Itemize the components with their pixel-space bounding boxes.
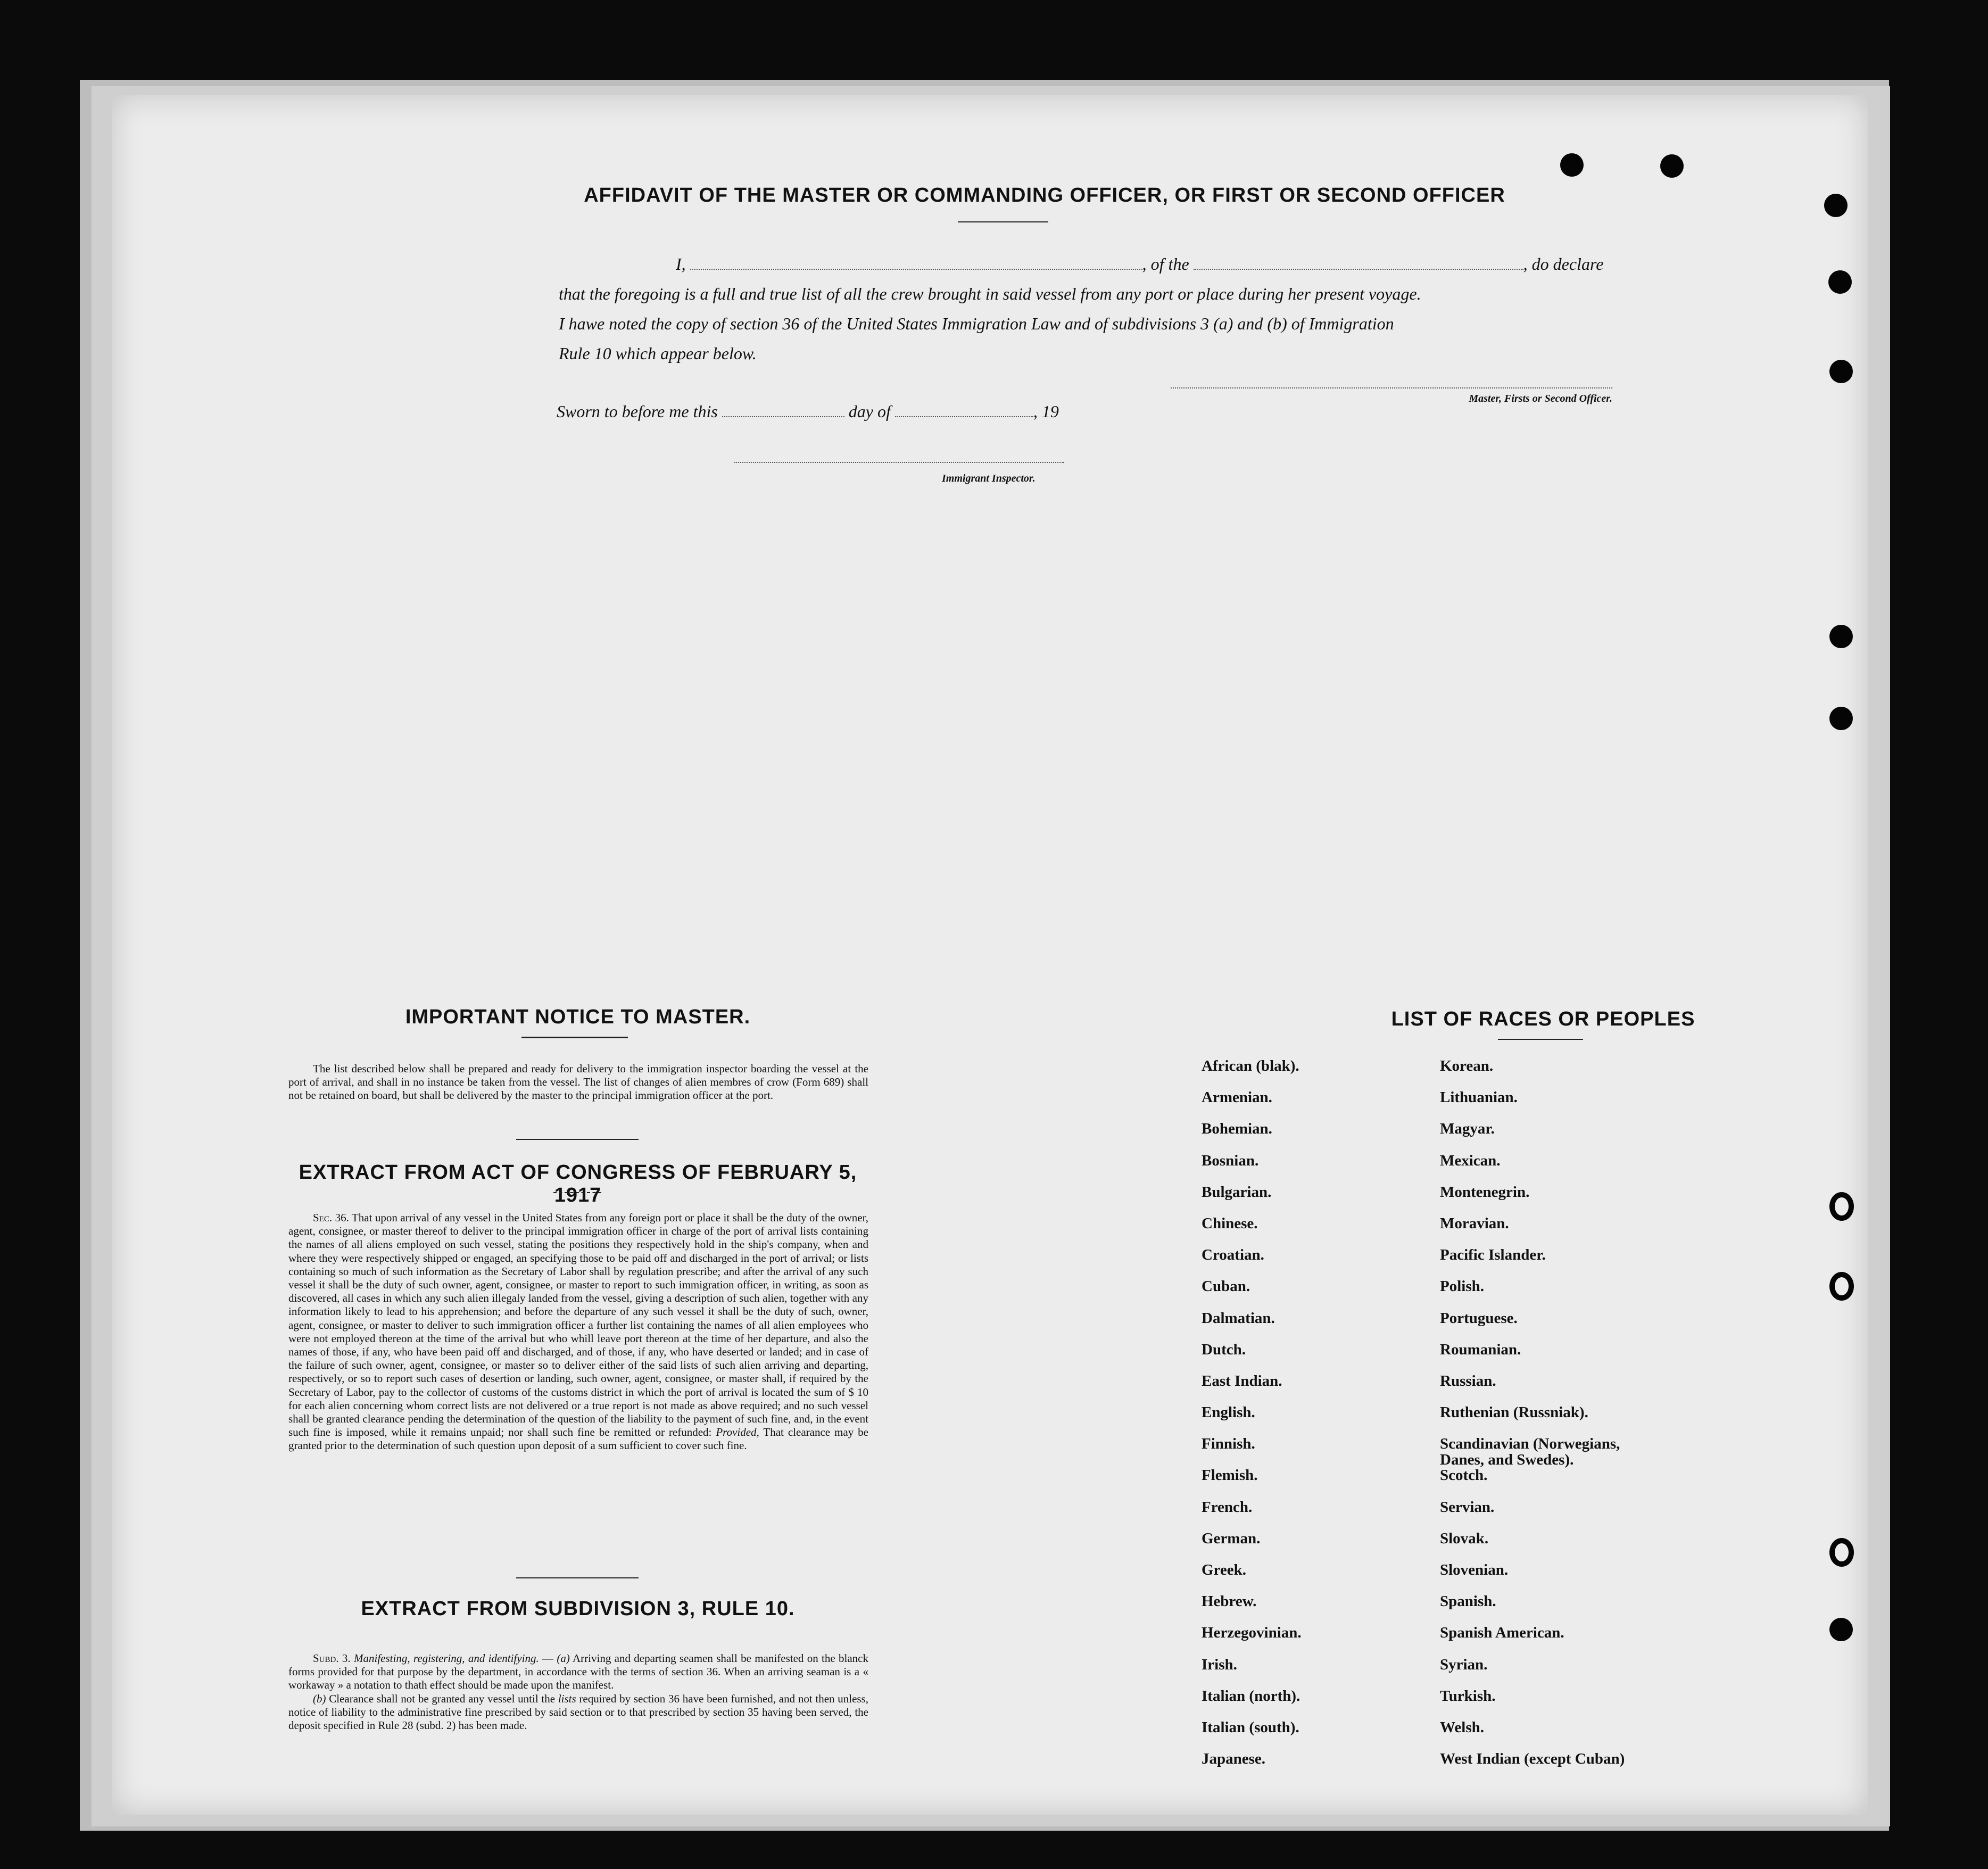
races-right-column [1440,1058,1770,1782]
affidavit-body [559,249,1618,368]
race-item: Scandinavian (Norwegians, Danes, and Swedes). [1440,1435,1620,1469]
rule-b-body-2: required by section 36 have been furnished, and not then unless, notice of liability to the administrative fine prescribed by said section or to that prescribed by section 35 having been served, the deposit specified in Rule 28 (subd. 2) has been made. [288,1692,869,1732]
rule-b-label: (b) [313,1692,326,1705]
act-body-end: That clearance may be granted prior to the determination of such question upon deposit of a sum sufficient to cover such fine. [288,1426,868,1452]
sworn-month-blank [895,416,1033,417]
race-item: Korean. [1440,1057,1494,1074]
affidavit-line-2: that the foregoing is a full and true list of all the crew brought in said vessel from any port or place during her present voyage. [559,284,1421,303]
notice-title: IMPORTANT NOTICE TO MASTER. [405,1006,751,1028]
race-item: Herzegovinian. [1202,1624,1302,1642]
race-item: Croatian. [1202,1246,1264,1264]
race-item: Scotch. [1440,1467,1488,1484]
vessel-blank [1194,269,1523,270]
race-item: Finnish. [1202,1435,1255,1453]
act-provided: Provided, [716,1426,759,1439]
race-item: German. [1202,1529,1261,1547]
rule-title: EXTRACT FROM SUBDIVISION 3, RULE 10. [361,1598,795,1620]
inspector-signature-line [734,462,1064,463]
race-item: Bosnian. [1202,1152,1259,1169]
race-item: Welsh. [1440,1718,1484,1736]
rule-b-body-1: Clearance shall not be granted any vessel until the [329,1692,556,1705]
inspector-label: Immigrant Inspector. [942,473,1036,484]
binder-hole [1660,154,1684,178]
document-page [112,95,1868,1815]
master-signature-line [1171,387,1612,388]
race-item: Bulgarian. [1202,1183,1272,1201]
rule-b-lists: lists [558,1692,576,1705]
race-item: Mexican. [1440,1152,1501,1169]
race-item: Japanese. [1202,1750,1266,1768]
binder-hole [1829,625,1853,648]
sworn-year: , 19 [1033,402,1059,421]
rule-text [288,1652,868,1732]
race-item: Syrian. [1440,1656,1488,1673]
rule-paragraph-a: Subd. 3. Manifesting, registering, and identifying. — (a) Arriving and departing seamen shall be manifested on the blanck forms provided for that purpose by the department, in accordance with the terms of section 36. When an arriving seaman is a « workaway » a notation to thath effect should be made upon the manifest. [288,1652,869,1692]
affidavit-of-the: , of the [1142,254,1189,274]
race-item: Russian. [1440,1372,1496,1390]
title-rule [958,221,1048,222]
race-item: Irish. [1202,1656,1237,1673]
affidavit-line-4: Rule 10 which appear below. [559,344,757,363]
races-right-list [1440,1058,1770,1782]
race-item: Dutch. [1202,1341,1246,1358]
affidavit-line-3: I hawe noted the copy of section 36 of the United States Immigration Law and of subdivisions 3 (a) and (b) of Immigration [559,314,1394,333]
act-body: That upon arrival of any vessel in the United States from any foreign port or place it shall be the duty of the owner, agent, consignee, or master thereof to deliver to the principal immigration officer in charge of the port of arrival lists containing the names of all aliens employed on such vessel, stating the positions they respectively hold in the ship's company, when and where they were respectively shipped or engaged, an specifying those to be paid off and discharged in the port of arrival; or lists containing so much of such information as the Secretary of Labor shall by regulation prescribe; and after the arrival of any such vessel it shall be the duty of such owner, agent, consignee, or master to report to such immigration officer, in writing, as soon as discovered, all cases in which any such alien illegaly landed from the vessel, giving a description of such alien, together with any information likely to lead to his apprehension; and before the departure of any such vessel it shall be the duty of such, owner, agent, consignee, or master to deliver to such immigration officer a further list containing the names of all alien employees who were not employed thereon at the time of the arrival but who whill leave port thereon at the time of her departure, and also the names of those, if any, who have been paid off and discharged, and of those, if any, who have deserted or landed; and in case of the failure of such owner, agent, consignee, or master so to deliver either of the said lists of such alien arriving and departing, respectively, or so to report such cases of desertion or landing, such owner, agent, consignee, or master shall, if required by the Secretary of Labor, pay to the collector of customs of the customs district in which the port of arrival is located the sum of $ 10 for each alien concerning whom correct lists are not delivered or a true report is not made as above required; and no such vessel shall be granted clearance pending the determination of the question of the liability to the payment of such fine, and, in the event such fine is imposed, while it remains unpaid; nor shall such fine be remitted or refunded: [288,1211,868,1439]
master-label: Master, Firsts or Second Officer. [1469,393,1612,404]
race-item: Chinese. [1202,1214,1258,1232]
affidavit-i: I, [676,254,686,274]
race-item: African (blak). [1202,1057,1299,1074]
act-ornament [553,1192,601,1193]
race-item: Greek. [1202,1561,1247,1578]
sworn-text: Sworn to before me this [557,402,718,421]
race-item: Hebrew. [1202,1593,1257,1610]
race-item: Cuban. [1202,1278,1250,1295]
notice-text [288,1062,868,1103]
race-item: Moravian. [1440,1214,1509,1232]
act-title: EXTRACT FROM ACT OF CONGRESS OF FEBRUARY 5, 1917 [299,1161,857,1206]
affidavit-line-1 [559,249,1618,279]
binder-hole [1829,360,1853,383]
act-rule [516,1577,639,1578]
race-item: Magyar. [1440,1120,1495,1138]
binder-hole [1829,707,1853,730]
race-item: Italian (north). [1202,1687,1301,1705]
races-left-list [1202,1058,1436,1782]
notice-paragraph: The list described below shall be prepared and ready for delivery to the immigration inspector boarding the vessel at the port of arrival, and shall in no instance be taken from the vessel. The list of changes of alien membres of crow (Form 689) shall not be retained on board, but shall be delivered by the master to the principal immigration officer at the port. [288,1062,868,1102]
name-blank [690,269,1142,270]
affidavit-do-declare: , do declare [1523,254,1604,274]
rule-a-label: (a) [557,1652,570,1665]
race-item: Pacific Islander. [1440,1246,1546,1264]
sworn-day-of: day of [848,402,891,421]
race-item: Roumanian. [1440,1341,1521,1358]
rule-subd-heading: Manifesting, registering, and identifying. [354,1652,539,1665]
binder-hole [1824,194,1848,217]
binder-hole [1828,270,1852,294]
notice-rule [516,1139,639,1140]
race-item: Spanish. [1440,1593,1496,1610]
binder-hole [1560,153,1584,177]
races-title: LIST OF RACES OR PEOPLES [1391,1008,1695,1030]
race-item: Servian. [1440,1498,1495,1516]
race-item: West Indian (except Cuban) [1440,1750,1625,1768]
race-item: Slovenian. [1440,1561,1509,1578]
sworn-line [557,402,1059,421]
binder-hole [1829,1618,1853,1641]
affidavit-title: AFFIDAVIT OF THE MASTER OR COMMANDING OFFICER, OR FIRST OR SECOND OFFICER [584,184,1505,206]
race-item: Slovak. [1440,1529,1489,1547]
rule-subd-label: Subd. 3. [313,1652,351,1665]
act-paragraph [288,1211,868,1453]
race-item: Armenian. [1202,1089,1272,1106]
race-item: Montenegrin. [1440,1183,1530,1201]
race-item: Flemish. [1202,1467,1258,1484]
race-item: Ruthenian (Russniak). [1440,1404,1588,1421]
rule-a-body: Arriving and departing seamen shall be manifested on the blanck forms provided for that purpose by the department, in accordance with the terms of section 36. When an arriving seaman is a « workaway » a notation to thath effect should be made upon the manifest. [288,1652,869,1692]
binder-hole [1829,1538,1854,1567]
binder-hole [1829,1192,1854,1221]
race-item: Dalmatian. [1202,1309,1275,1327]
race-item: English. [1202,1404,1255,1421]
race-item: Portuguese. [1440,1309,1518,1327]
race-item: East Indian. [1202,1372,1282,1390]
race-item: Spanish American. [1440,1624,1564,1642]
race-item: Lithuanian. [1440,1089,1518,1106]
race-item: Bohemian. [1202,1120,1272,1138]
race-item: Turkish. [1440,1687,1496,1705]
races-rule [1498,1039,1583,1040]
race-item: French. [1202,1498,1253,1516]
act-section-label: Sec. 36. [313,1211,349,1224]
notice-ornament [521,1037,628,1038]
rule-paragraph-b [288,1692,868,1733]
races-left-column [1202,1058,1436,1782]
sworn-day-blank [722,416,844,417]
race-item: Italian (south). [1202,1718,1299,1736]
race-item: Polish. [1440,1278,1484,1295]
act-text [288,1211,868,1453]
binder-hole [1829,1272,1854,1301]
